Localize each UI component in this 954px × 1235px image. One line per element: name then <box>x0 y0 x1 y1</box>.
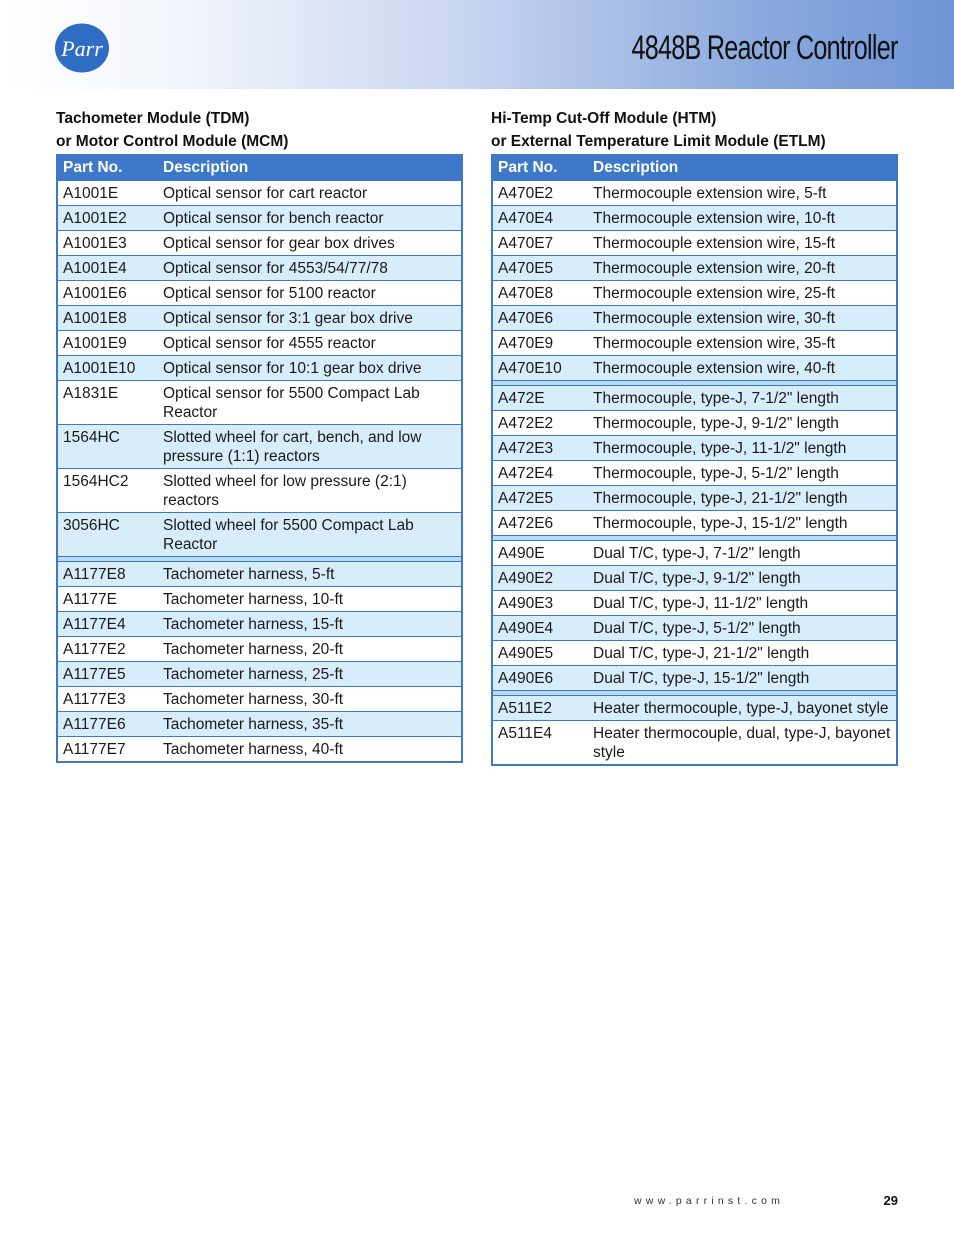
part-number: A472E5 <box>492 486 588 511</box>
part-description: Tachometer harness, 30-ft <box>158 687 462 712</box>
table-row <box>57 206 462 231</box>
table-row <box>57 637 462 662</box>
table-row <box>57 662 462 687</box>
table-row <box>57 306 462 331</box>
part-description: Thermocouple, type-J, 7-1/2" length <box>588 386 897 411</box>
part-description: Optical sensor for 10:1 gear box drive <box>158 356 462 381</box>
part-number: A1001E2 <box>57 206 158 231</box>
part-number: A1177E3 <box>57 687 158 712</box>
part-number: A472E4 <box>492 461 588 486</box>
part-description: Tachometer harness, 5-ft <box>158 562 462 587</box>
part-description: Thermocouple, type-J, 9-1/2" length <box>588 411 897 436</box>
part-number: A1001E8 <box>57 306 158 331</box>
table-row <box>57 612 462 637</box>
table-row <box>492 181 897 206</box>
table-row <box>492 721 897 766</box>
part-number: A490E5 <box>492 641 588 666</box>
part-description: Optical sensor for cart reactor <box>158 181 462 206</box>
part-description: Optical sensor for 5500 Compact Lab Reactor <box>158 381 462 425</box>
tdm-parts-table <box>56 154 463 763</box>
part-description: Heater thermocouple, dual, type-J, bayonet style <box>588 721 897 766</box>
part-description: Thermocouple, type-J, 15-1/2" length <box>588 511 897 536</box>
tdm-section-title-line1: Tachometer Module (TDM) <box>56 110 250 127</box>
htm-parts-table <box>491 154 898 766</box>
part-description: Heater thermocouple, type-J, bayonet style <box>588 696 897 721</box>
table-row <box>492 306 897 331</box>
part-number: A511E2 <box>492 696 588 721</box>
part-description: Thermocouple, type-J, 11-1/2" length <box>588 436 897 461</box>
part-description: Thermocouple extension wire, 10-ft <box>588 206 897 231</box>
part-number: A1001E6 <box>57 281 158 306</box>
part-description: Tachometer harness, 25-ft <box>158 662 462 687</box>
part-number: A470E8 <box>492 281 588 306</box>
part-number: A490E <box>492 541 588 566</box>
table-row <box>57 331 462 356</box>
col-header-description: Description <box>158 155 462 181</box>
table-row <box>492 566 897 591</box>
part-number: 3056HC <box>57 513 158 557</box>
table-row <box>492 356 897 381</box>
part-description: Thermocouple extension wire, 20-ft <box>588 256 897 281</box>
part-description: Thermocouple, type-J, 5-1/2" length <box>588 461 897 486</box>
part-number: A1001E4 <box>57 256 158 281</box>
part-number: A490E2 <box>492 566 588 591</box>
table-row <box>57 181 462 206</box>
part-number: A1177E4 <box>57 612 158 637</box>
table-row <box>492 641 897 666</box>
table-row <box>492 616 897 641</box>
col-header-part-no: Part No. <box>57 155 158 181</box>
tdm-section <box>56 108 463 763</box>
part-number: A1177E <box>57 587 158 612</box>
table-row <box>492 256 897 281</box>
part-description: Dual T/C, type-J, 7-1/2" length <box>588 541 897 566</box>
part-description: Optical sensor for 3:1 gear box drive <box>158 306 462 331</box>
table-row <box>492 281 897 306</box>
part-description: Slotted wheel for cart, bench, and low pressure (1:1) reactors <box>158 425 462 469</box>
part-number: 1564HC2 <box>57 469 158 513</box>
htm-section <box>491 108 898 766</box>
part-description: Slotted wheel for low pressure (2:1) reactors <box>158 469 462 513</box>
part-description: Tachometer harness, 10-ft <box>158 587 462 612</box>
col-header-part-no: Part No. <box>492 155 588 181</box>
htm-section-title-line1: Hi-Temp Cut-Off Module (HTM) <box>491 110 717 127</box>
part-description: Thermocouple extension wire, 5-ft <box>588 181 897 206</box>
part-number: A470E6 <box>492 306 588 331</box>
part-description: Thermocouple extension wire, 40-ft <box>588 356 897 381</box>
table-row <box>492 666 897 691</box>
table-row <box>57 425 462 469</box>
part-number: A1177E8 <box>57 562 158 587</box>
col-header-description: Description <box>588 155 897 181</box>
part-number: A490E4 <box>492 616 588 641</box>
part-description: Dual T/C, type-J, 9-1/2" length <box>588 566 897 591</box>
table-row <box>492 541 897 566</box>
part-description: Thermocouple extension wire, 15-ft <box>588 231 897 256</box>
logo-text: Parr <box>61 36 103 61</box>
table-row <box>492 331 897 356</box>
part-number: A472E <box>492 386 588 411</box>
part-description: Tachometer harness, 15-ft <box>158 612 462 637</box>
part-description: Optical sensor for bench reactor <box>158 206 462 231</box>
part-description: Tachometer harness, 40-ft <box>158 737 462 763</box>
part-number: 1564HC <box>57 425 158 469</box>
table-header-row <box>492 155 897 181</box>
part-description: Thermocouple extension wire, 30-ft <box>588 306 897 331</box>
part-number: A470E5 <box>492 256 588 281</box>
part-number: A470E2 <box>492 181 588 206</box>
part-number: A470E10 <box>492 356 588 381</box>
table-row <box>57 712 462 737</box>
part-number: A1177E6 <box>57 712 158 737</box>
part-number: A472E6 <box>492 511 588 536</box>
table-row <box>57 737 462 763</box>
part-description: Dual T/C, type-J, 5-1/2" length <box>588 616 897 641</box>
table-row <box>57 587 462 612</box>
table-header-row <box>57 155 462 181</box>
table-row <box>57 256 462 281</box>
part-number: A511E4 <box>492 721 588 766</box>
part-description: Tachometer harness, 35-ft <box>158 712 462 737</box>
part-description: Thermocouple extension wire, 35-ft <box>588 331 897 356</box>
part-description: Tachometer harness, 20-ft <box>158 637 462 662</box>
table-row <box>492 461 897 486</box>
table-row <box>57 469 462 513</box>
part-number: A1177E7 <box>57 737 158 763</box>
table-row <box>57 356 462 381</box>
table-row <box>57 281 462 306</box>
table-row <box>492 206 897 231</box>
part-number: A1177E2 <box>57 637 158 662</box>
tdm-section-title-line2: or Motor Control Module (MCM) <box>56 133 289 150</box>
table-row <box>492 231 897 256</box>
parr-logo-icon <box>54 23 110 73</box>
part-number: A490E6 <box>492 666 588 691</box>
table-row <box>57 231 462 256</box>
part-number: A472E2 <box>492 411 588 436</box>
table-row <box>492 436 897 461</box>
table-row <box>57 562 462 587</box>
table-row <box>57 687 462 712</box>
part-description: Optical sensor for 4555 reactor <box>158 331 462 356</box>
table-row <box>57 381 462 425</box>
part-description: Dual T/C, type-J, 11-1/2" length <box>588 591 897 616</box>
part-number: A1001E9 <box>57 331 158 356</box>
table-row <box>57 513 462 557</box>
htm-section-title-line2: or External Temperature Limit Module (ETLM) <box>491 133 826 150</box>
page-number: 29 <box>883 1193 898 1208</box>
part-description: Optical sensor for 4553/54/77/78 <box>158 256 462 281</box>
table-row <box>492 411 897 436</box>
table-row <box>492 386 897 411</box>
part-number: A1001E3 <box>57 231 158 256</box>
table-row <box>492 696 897 721</box>
part-number: A490E3 <box>492 591 588 616</box>
part-description: Optical sensor for gear box drives <box>158 231 462 256</box>
table-row <box>492 511 897 536</box>
part-number: A470E9 <box>492 331 588 356</box>
part-number: A1001E <box>57 181 158 206</box>
part-description: Optical sensor for 5100 reactor <box>158 281 462 306</box>
part-description: Thermocouple extension wire, 25-ft <box>588 281 897 306</box>
part-description: Dual T/C, type-J, 15-1/2" length <box>588 666 897 691</box>
part-number: A472E3 <box>492 436 588 461</box>
document-title: 4848B Reactor Controller <box>631 29 898 67</box>
part-number: A1831E <box>57 381 158 425</box>
header-band <box>0 0 954 89</box>
part-description: Slotted wheel for 5500 Compact Lab Reactor <box>158 513 462 557</box>
part-number: A1177E5 <box>57 662 158 687</box>
footer-website: www.parrinst.com <box>634 1195 785 1207</box>
part-description: Dual T/C, type-J, 21-1/2" length <box>588 641 897 666</box>
table-row <box>492 486 897 511</box>
part-number: A470E4 <box>492 206 588 231</box>
table-row <box>492 591 897 616</box>
part-number: A1001E10 <box>57 356 158 381</box>
part-description: Thermocouple, type-J, 21-1/2" length <box>588 486 897 511</box>
part-number: A470E7 <box>492 231 588 256</box>
